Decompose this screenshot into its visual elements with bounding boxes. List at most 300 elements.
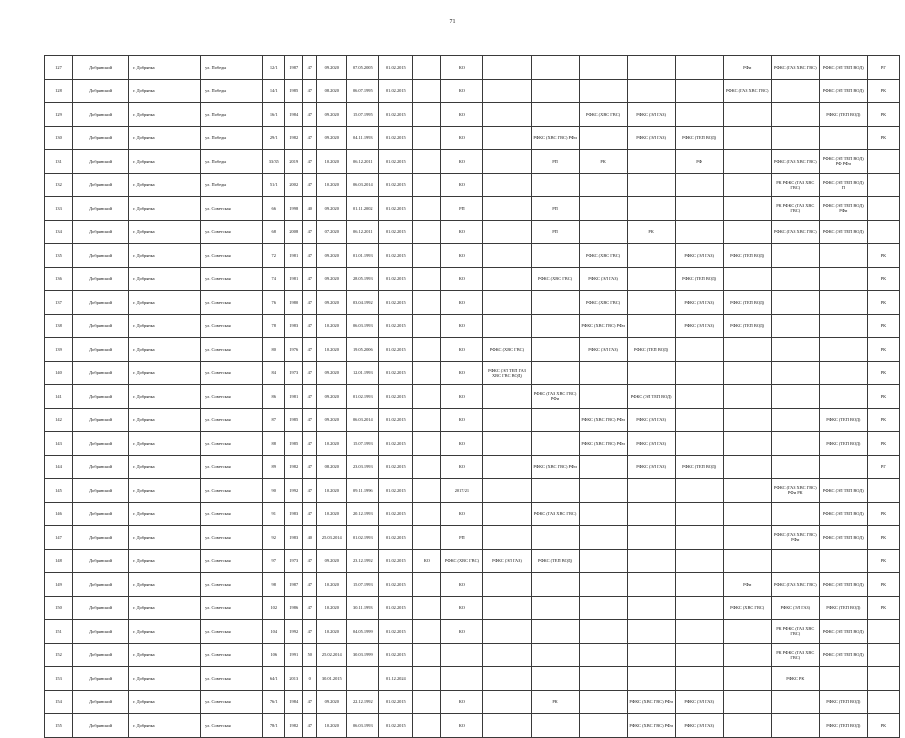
house-number-cell: 68 (263, 220, 285, 244)
row-number: 135 (45, 244, 73, 268)
city-cell: г. Добрянка (129, 596, 201, 620)
work-cell (483, 526, 531, 550)
wear-cell: 40 (303, 197, 317, 221)
street-cell: ул. Советская (201, 596, 263, 620)
work-cell (627, 643, 675, 667)
house-number-cell: 97 (263, 549, 285, 573)
work-cell (531, 338, 579, 362)
street-cell: ул. Советская (201, 220, 263, 244)
work-cell (441, 643, 483, 667)
wear-cell: 47 (303, 338, 317, 362)
survey-date-cell: 09.2020 (317, 197, 347, 221)
wear-cell: 47 (303, 408, 317, 432)
work-cell: РК (867, 267, 899, 291)
work-cell: РФКС (ХВС ГВС) РФи (627, 690, 675, 714)
survey-date-cell: 30.01.2015 (317, 667, 347, 691)
work-cell (819, 667, 867, 691)
house-number-cell: 51/1 (263, 173, 285, 197)
start-date-cell: 01.02.2015 (379, 526, 413, 550)
city-cell: г. Добрянка (129, 197, 201, 221)
work-cell (723, 549, 771, 573)
work-cell (723, 220, 771, 244)
work-cell (531, 432, 579, 456)
survey-date-cell: 10.2020 (317, 432, 347, 456)
work-cell (579, 573, 627, 597)
wear-cell: 47 (303, 126, 317, 150)
street-cell: ул. Победы (201, 79, 263, 103)
work-cell: РФКС (ЭЛ ГАЗ) (579, 338, 627, 362)
wear-cell: 47 (303, 314, 317, 338)
start-date-cell: 01.02.2015 (379, 56, 413, 80)
row-number: 140 (45, 361, 73, 385)
survey-date-cell: 08.2020 (317, 455, 347, 479)
district-cell: Добрянский (73, 714, 129, 738)
work-cell (531, 244, 579, 268)
district-cell: Добрянский (73, 455, 129, 479)
work-cell (723, 173, 771, 197)
district-cell: Добрянский (73, 338, 129, 362)
build-year-cell: 1981 (285, 244, 303, 268)
registration-date-cell: 23.12.1992 (347, 549, 379, 573)
row-number: 149 (45, 573, 73, 597)
work-cell (627, 197, 675, 221)
work-cell (413, 620, 441, 644)
row-number: 154 (45, 690, 73, 714)
work-cell: РФКС (ГАЗ ХВС ГВС) (771, 150, 819, 174)
survey-date-cell: 08.2020 (317, 79, 347, 103)
work-cell (531, 643, 579, 667)
street-cell: ул. Советская (201, 714, 263, 738)
work-cell (675, 56, 723, 80)
build-year-cell: 1998 (285, 197, 303, 221)
wear-cell: 47 (303, 103, 317, 127)
work-cell: РФКС (ЭЛ ГАЗ) (627, 126, 675, 150)
wear-cell: 47 (303, 220, 317, 244)
work-cell (483, 244, 531, 268)
work-cell (531, 56, 579, 80)
work-cell (531, 173, 579, 197)
work-cell: КО (441, 103, 483, 127)
work-cell (531, 103, 579, 127)
work-cell (867, 197, 899, 221)
work-cell (627, 502, 675, 526)
start-date-cell: 01.02.2015 (379, 361, 413, 385)
registration-date-cell: 01.11.2002 (347, 197, 379, 221)
work-cell (723, 338, 771, 362)
work-cell: РФКС (ХВС ГВС) (579, 103, 627, 127)
work-cell (627, 573, 675, 597)
registration-date-cell: 22.12.1992 (347, 690, 379, 714)
wear-cell: 47 (303, 573, 317, 597)
wear-cell: 47 (303, 173, 317, 197)
survey-date-cell: 09.2020 (317, 549, 347, 573)
work-cell (413, 690, 441, 714)
work-cell (675, 103, 723, 127)
work-cell (413, 126, 441, 150)
street-cell: ул. Советская (201, 549, 263, 573)
work-cell (723, 126, 771, 150)
city-cell: г. Добрянка (129, 643, 201, 667)
work-cell (483, 455, 531, 479)
work-cell (723, 643, 771, 667)
work-cell (531, 714, 579, 738)
work-cell (531, 314, 579, 338)
work-cell: РФКС (ХВС ГВС) (579, 291, 627, 315)
table-row (45, 385, 900, 409)
work-cell: КО (441, 314, 483, 338)
build-year-cell: 1992 (285, 620, 303, 644)
work-cell: РФКС (ХВС ГВС) РФи (531, 455, 579, 479)
build-year-cell: 1991 (285, 643, 303, 667)
build-year-cell: 2008 (285, 220, 303, 244)
work-cell (579, 596, 627, 620)
house-number-cell: 104 (263, 620, 285, 644)
work-cell: РФКС (ЭЛ ТЕП ВОД) (627, 385, 675, 409)
work-cell (723, 502, 771, 526)
work-cell (867, 667, 899, 691)
work-cell (771, 126, 819, 150)
work-cell: КО (441, 361, 483, 385)
work-cell (771, 338, 819, 362)
row-number: 130 (45, 126, 73, 150)
work-cell (771, 361, 819, 385)
row-number: 134 (45, 220, 73, 244)
survey-date-cell: 10.2020 (317, 173, 347, 197)
work-cell (771, 103, 819, 127)
work-cell (413, 408, 441, 432)
street-cell: ул. Победы (201, 103, 263, 127)
house-number-cell: 66 (263, 197, 285, 221)
house-number-cell: 88 (263, 432, 285, 456)
work-cell: РФКС (ЭЛ ТЕП ВОД) (819, 479, 867, 503)
city-cell: г. Добрянка (129, 385, 201, 409)
work-cell: РФКС (ХВС ГВС) (579, 244, 627, 268)
work-cell: РФКС (ТЕП ВОД) (531, 549, 579, 573)
work-cell: КО (441, 573, 483, 597)
survey-date-cell: 09.2020 (317, 361, 347, 385)
work-cell (627, 79, 675, 103)
district-cell: Добрянский (73, 56, 129, 80)
district-cell: Добрянский (73, 432, 129, 456)
wear-cell: 47 (303, 361, 317, 385)
work-cell: КО (441, 244, 483, 268)
work-cell: РК (867, 385, 899, 409)
table-row (45, 549, 900, 573)
table-row (45, 314, 900, 338)
work-cell: РФКС (ХВС ГВС) РФи (579, 408, 627, 432)
street-cell: ул. Советская (201, 526, 263, 550)
district-cell: Добрянский (73, 667, 129, 691)
street-cell: ул. Советская (201, 432, 263, 456)
start-date-cell: 01.02.2015 (379, 432, 413, 456)
district-cell: Добрянский (73, 150, 129, 174)
work-cell: КО (441, 267, 483, 291)
wear-cell: 47 (303, 690, 317, 714)
survey-date-cell: 09.2020 (317, 267, 347, 291)
work-cell: РФКС (ГАЗ ХВС ГВС) РФи (771, 526, 819, 550)
work-cell (723, 667, 771, 691)
work-cell: КО (441, 502, 483, 526)
work-cell: РП (531, 150, 579, 174)
registry-body (45, 56, 900, 738)
work-cell: РК (867, 338, 899, 362)
housing-registry-table (44, 55, 900, 738)
work-cell: РФКС (ТЕП ВОД) (723, 314, 771, 338)
city-cell: г. Добрянка (129, 714, 201, 738)
work-cell (771, 690, 819, 714)
work-cell (413, 526, 441, 550)
street-cell: ул. Советская (201, 408, 263, 432)
street-cell: ул. Советская (201, 244, 263, 268)
registration-date-cell: 06.03.2014 (347, 408, 379, 432)
work-cell (413, 220, 441, 244)
city-cell: г. Добрянка (129, 690, 201, 714)
wear-cell: 47 (303, 79, 317, 103)
registration-date-cell: 03.04.1992 (347, 291, 379, 315)
work-cell (771, 549, 819, 573)
work-cell: РФКС (ГАЗ ХВС ГВС) (723, 79, 771, 103)
wear-cell: 47 (303, 150, 317, 174)
work-cell (483, 103, 531, 127)
start-date-cell: 01.02.2015 (379, 690, 413, 714)
street-cell: ул. Победы (201, 126, 263, 150)
city-cell: г. Добрянка (129, 502, 201, 526)
work-cell: РК (867, 549, 899, 573)
work-cell: РФКС (ЭЛ ГАЗ) (627, 432, 675, 456)
work-cell (627, 549, 675, 573)
work-cell (483, 314, 531, 338)
house-number-cell: 90 (263, 479, 285, 503)
table-row (45, 56, 900, 80)
city-cell: г. Добрянка (129, 126, 201, 150)
work-cell: РК (867, 596, 899, 620)
work-cell: РФКС (ТЕП ВОД) (627, 338, 675, 362)
work-cell: РК (867, 103, 899, 127)
build-year-cell: 1992 (285, 479, 303, 503)
row-number: 150 (45, 596, 73, 620)
work-cell: РФКС (ЭЛ ТЕП ВОД) РФ РФи (819, 150, 867, 174)
house-number-cell: 106 (263, 643, 285, 667)
work-cell: РП (531, 197, 579, 221)
start-date-cell: 01.02.2015 (379, 291, 413, 315)
work-cell: РФКС (ЭЛ ТЕП ВОД) (819, 56, 867, 80)
table-row (45, 408, 900, 432)
district-cell: Добрянский (73, 502, 129, 526)
table-row (45, 126, 900, 150)
work-cell: РК (627, 220, 675, 244)
work-cell (723, 526, 771, 550)
house-number-cell: 14/1 (263, 79, 285, 103)
work-cell: КО (413, 549, 441, 573)
build-year-cell: 1982 (285, 126, 303, 150)
work-cell (627, 291, 675, 315)
work-cell (867, 479, 899, 503)
work-cell: РФКС (ЭЛ ТЕП ГАЗ ХВС ГВС ВОД) (483, 361, 531, 385)
work-cell (771, 432, 819, 456)
street-cell: ул. Советская (201, 361, 263, 385)
district-cell: Добрянский (73, 690, 129, 714)
work-cell (771, 244, 819, 268)
house-number-cell: 64/1 (263, 667, 285, 691)
table-row (45, 244, 900, 268)
street-cell: ул. Советская (201, 643, 263, 667)
survey-date-cell: 10.2020 (317, 573, 347, 597)
registration-date-cell: 06.07.1995 (347, 79, 379, 103)
build-year-cell: 1981 (285, 385, 303, 409)
street-cell: ул. Победы (201, 56, 263, 80)
district-cell: Добрянский (73, 526, 129, 550)
wear-cell: 47 (303, 549, 317, 573)
work-cell (413, 361, 441, 385)
work-cell (867, 643, 899, 667)
work-cell (413, 596, 441, 620)
table-row (45, 291, 900, 315)
work-cell (867, 690, 899, 714)
district-cell: Добрянский (73, 173, 129, 197)
work-cell (531, 526, 579, 550)
house-number-cell: 98 (263, 573, 285, 597)
build-year-cell: 1976 (285, 338, 303, 362)
work-cell: КО (441, 291, 483, 315)
build-year-cell: 1983 (285, 526, 303, 550)
work-cell: РК РФКС (ГАЗ ХВС ГВС) (771, 620, 819, 644)
district-cell: Добрянский (73, 79, 129, 103)
registration-date-cell: 06.03.1993 (347, 314, 379, 338)
registration-date-cell: 04.05.1999 (347, 620, 379, 644)
work-cell (771, 408, 819, 432)
start-date-cell: 01.02.2015 (379, 267, 413, 291)
wear-cell: 47 (303, 596, 317, 620)
work-cell: КО (441, 56, 483, 80)
city-cell: г. Добрянка (129, 432, 201, 456)
wear-cell: 0 (303, 667, 317, 691)
work-cell: РК РФКС (ГАЗ ХВС ГВС) (771, 173, 819, 197)
work-cell (483, 197, 531, 221)
table-row (45, 338, 900, 362)
wear-cell: 47 (303, 267, 317, 291)
work-cell: РФКС (ХВС ГВС) (441, 549, 483, 573)
build-year-cell: 1987 (285, 573, 303, 597)
work-cell (579, 173, 627, 197)
wear-cell: 47 (303, 714, 317, 738)
build-year-cell: 1983 (285, 314, 303, 338)
wear-cell: 47 (303, 620, 317, 644)
survey-date-cell: 07.2020 (317, 220, 347, 244)
work-cell (531, 573, 579, 597)
registration-date-cell: 06.03.2014 (347, 173, 379, 197)
survey-date-cell: 10.2020 (317, 314, 347, 338)
work-cell (675, 573, 723, 597)
work-cell (627, 150, 675, 174)
page-number: 71 (449, 19, 456, 25)
row-number: 144 (45, 455, 73, 479)
work-cell: КО (441, 432, 483, 456)
work-cell: РФКС (ХВС ГВС) (723, 596, 771, 620)
city-cell: г. Добрянка (129, 56, 201, 80)
work-cell (723, 408, 771, 432)
house-number-cell: 91 (263, 502, 285, 526)
build-year-cell: 1982 (285, 714, 303, 738)
work-cell: РК (867, 526, 899, 550)
work-cell: РФКС (ЭЛ ГАЗ) (771, 596, 819, 620)
work-cell: КО (441, 690, 483, 714)
build-year-cell: 1987 (285, 56, 303, 80)
registration-date-cell: 06.12.2011 (347, 150, 379, 174)
registration-date-cell: 15.07.1993 (347, 432, 379, 456)
registration-date-cell: 01.02.1993 (347, 526, 379, 550)
start-date-cell: 01.02.2015 (379, 455, 413, 479)
district-cell: Добрянский (73, 408, 129, 432)
work-cell: РФКС (ГАЗ ХВС ГВС) (771, 573, 819, 597)
work-cell: РФКС (ЭЛ ТЕП ВОД) (819, 526, 867, 550)
wear-cell: 47 (303, 455, 317, 479)
work-cell: КО (441, 220, 483, 244)
wear-cell: 47 (303, 479, 317, 503)
wear-cell: 47 (303, 502, 317, 526)
street-cell: ул. Победы (201, 150, 263, 174)
survey-date-cell: 09.2020 (317, 244, 347, 268)
work-cell (483, 596, 531, 620)
build-year-cell: 1973 (285, 549, 303, 573)
city-cell: г. Добрянка (129, 244, 201, 268)
district-cell: Добрянский (73, 220, 129, 244)
work-cell (579, 361, 627, 385)
work-cell (413, 79, 441, 103)
street-cell: ул. Советская (201, 197, 263, 221)
house-number-cell: 76 (263, 291, 285, 315)
house-number-cell: 86 (263, 385, 285, 409)
work-cell (579, 385, 627, 409)
work-cell (483, 573, 531, 597)
work-cell (413, 103, 441, 127)
work-cell (675, 220, 723, 244)
start-date-cell: 01.02.2015 (379, 620, 413, 644)
work-cell (413, 150, 441, 174)
city-cell: г. Добрянка (129, 455, 201, 479)
work-cell (819, 314, 867, 338)
work-cell (483, 643, 531, 667)
work-cell: РФКС (ЭЛ ГАЗ) (483, 549, 531, 573)
district-cell: Добрянский (73, 643, 129, 667)
registration-date-cell: 20.12.1993 (347, 502, 379, 526)
work-cell (579, 79, 627, 103)
work-cell: РФКС (ЭЛ ГАЗ) (675, 244, 723, 268)
street-cell: ул. Советская (201, 479, 263, 503)
work-cell: КО (441, 408, 483, 432)
registration-date-cell: 04.11.1993 (347, 126, 379, 150)
table-row (45, 690, 900, 714)
table-row (45, 455, 900, 479)
work-cell (819, 291, 867, 315)
district-cell: Добрянский (73, 197, 129, 221)
survey-date-cell: 10.2020 (317, 596, 347, 620)
work-cell: РФКС (ЭЛ ТЕП ВОД) П (819, 173, 867, 197)
district-cell: Добрянский (73, 573, 129, 597)
work-cell (723, 150, 771, 174)
build-year-cell: 2002 (285, 173, 303, 197)
city-cell: г. Добрянка (129, 526, 201, 550)
work-cell: РФКС (ТЕП ВОД) (819, 690, 867, 714)
work-cell: РК (867, 502, 899, 526)
work-cell (579, 667, 627, 691)
wear-cell: 47 (303, 432, 317, 456)
work-cell (579, 549, 627, 573)
city-cell: г. Добрянка (129, 103, 201, 127)
work-cell (627, 173, 675, 197)
survey-date-cell: 09.2020 (317, 126, 347, 150)
row-number: 143 (45, 432, 73, 456)
work-cell: РФКС (ЭЛ ТЕП ВОД) (819, 79, 867, 103)
